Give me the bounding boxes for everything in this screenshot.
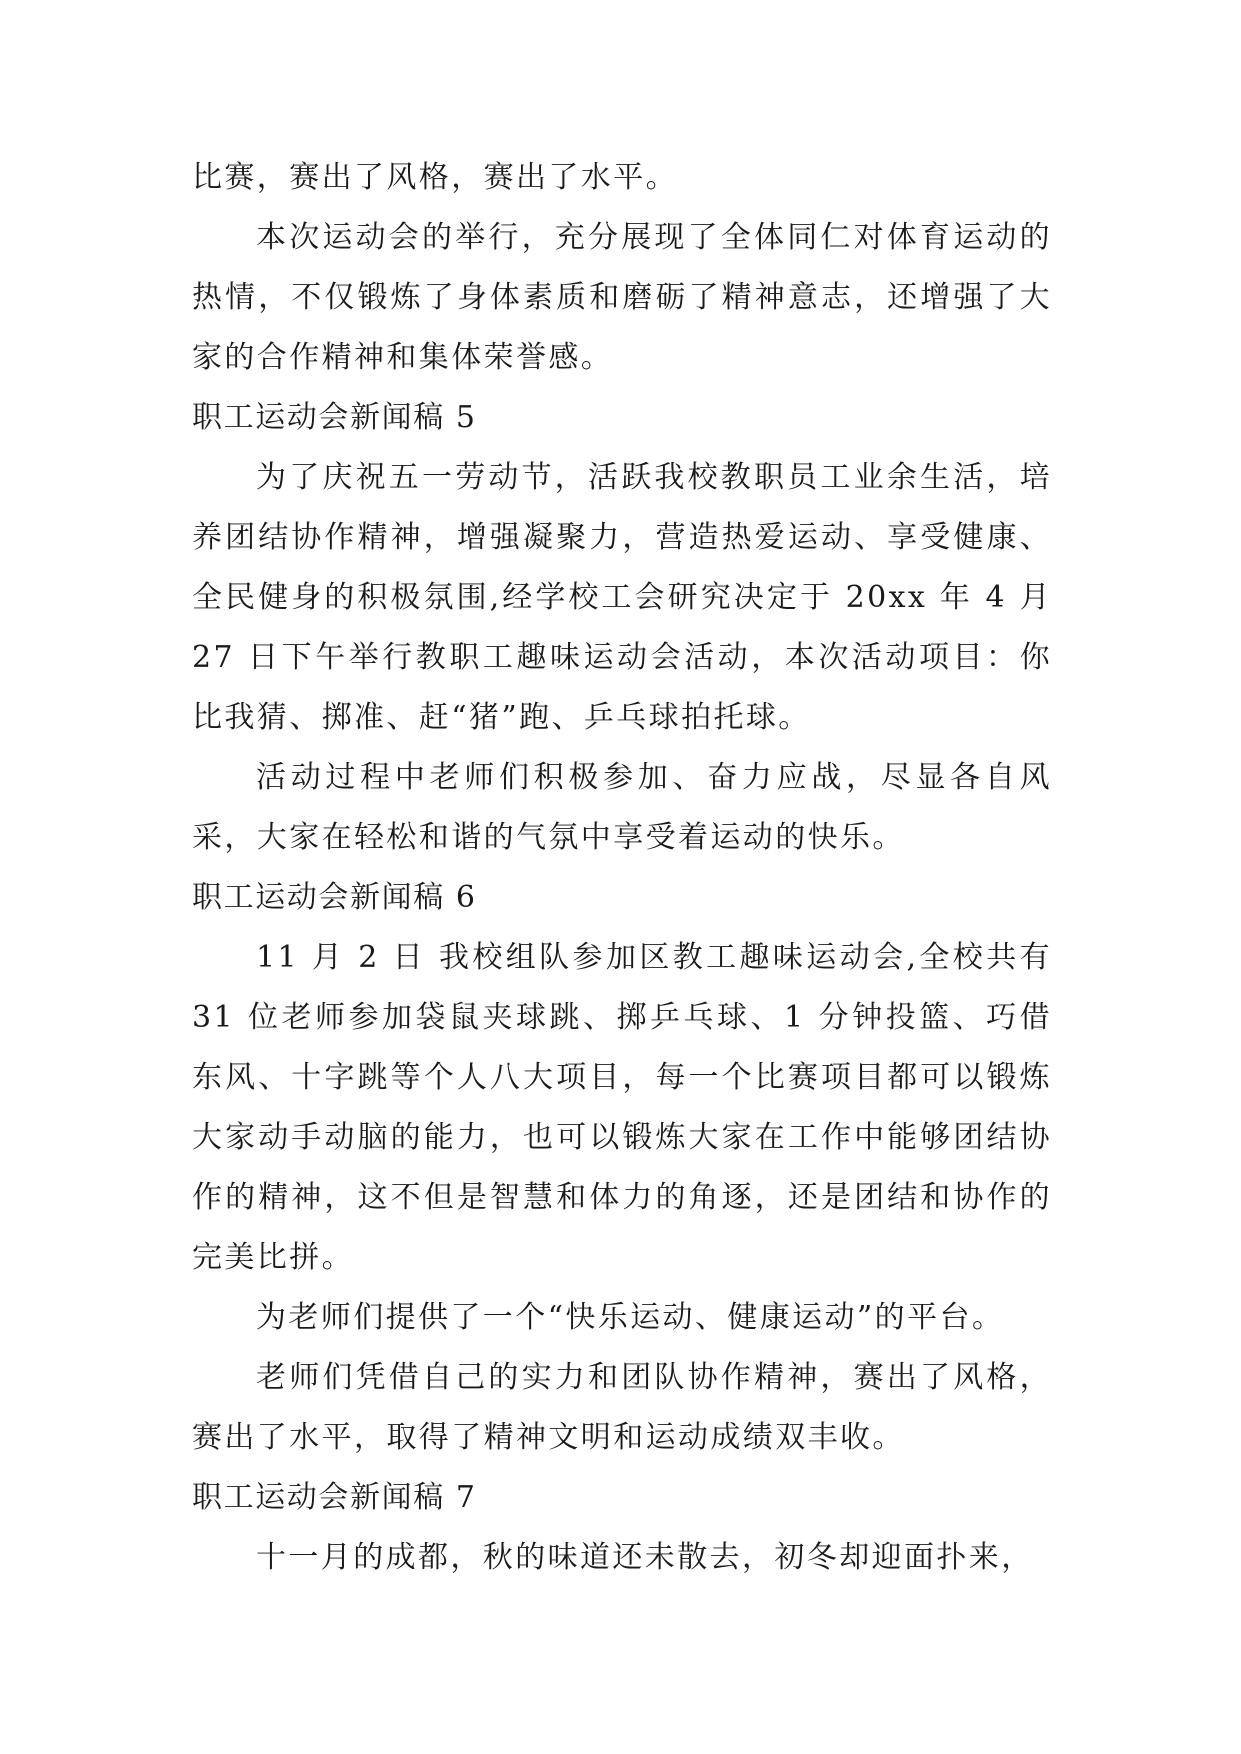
paragraph-summary: 本次运动会的举行，充分展现了全体同仁对体育运动的热情，不仅锻炼了身体素质和磨砺了精神意志，还增强了大家的合作精神和集体荣誉感。 [192,220,1052,375]
paragraph-continuation: 比赛，赛出了风格，赛出了水平。 [192,160,678,195]
paragraph-platform: 为老师们提供了一个“快乐运动、健康运动”的平台。 [256,1300,1005,1335]
paragraph-labor-day-event: 为了庆祝五一劳动节，活跃我校教职员工业余生活，培养团结协作精神，增强凝聚力，营造热爱运动、享受健康、全民健身的积极氛围,经学校工会研究决定于 20xx 年 4 月 27 日下午举行教职工趣味运动会活动，本次活动项目：你比我猜、掷准、赶“猪”跑、乒乓球拍托球。 [192,460,1052,735]
paragraph-district-games: 11 月 2 日 我校组队参加区教工趣味运动会,全校共有 31 位老师参加袋鼠夹球跳、掷乒乓球、1 分钟投篮、巧借东风、十字跳等个人八大项目，每一个比赛项目都可以锻炼大家动手动脑的能力，也可以锻炼大家在工作中能够团结协作的精神，这不但是智慧和体力的角逐，还是团结和协作的完美比拼。 [192,940,1052,1275]
section-heading-7: 职工运动会新闻稿 7 [192,1480,477,1515]
section-heading-5: 职工运动会新闻稿 5 [192,400,477,435]
paragraph-results: 老师们凭借自己的实力和团队协作精神，赛出了风格，赛出了水平，取得了精神文明和运动成绩双丰收。 [192,1360,1052,1455]
paragraph-chengdu-november: 十一月的成都，秋的味道还未散去，初冬却迎面扑来， [256,1540,1034,1575]
section-heading-6: 职工运动会新闻稿 6 [192,880,477,915]
document-body [192,148,1052,1588]
paragraph-activity-process: 活动过程中老师们积极参加、奋力应战，尽显各自风采，大家在轻松和谐的气氛中享受着运动的快乐。 [192,760,1052,855]
